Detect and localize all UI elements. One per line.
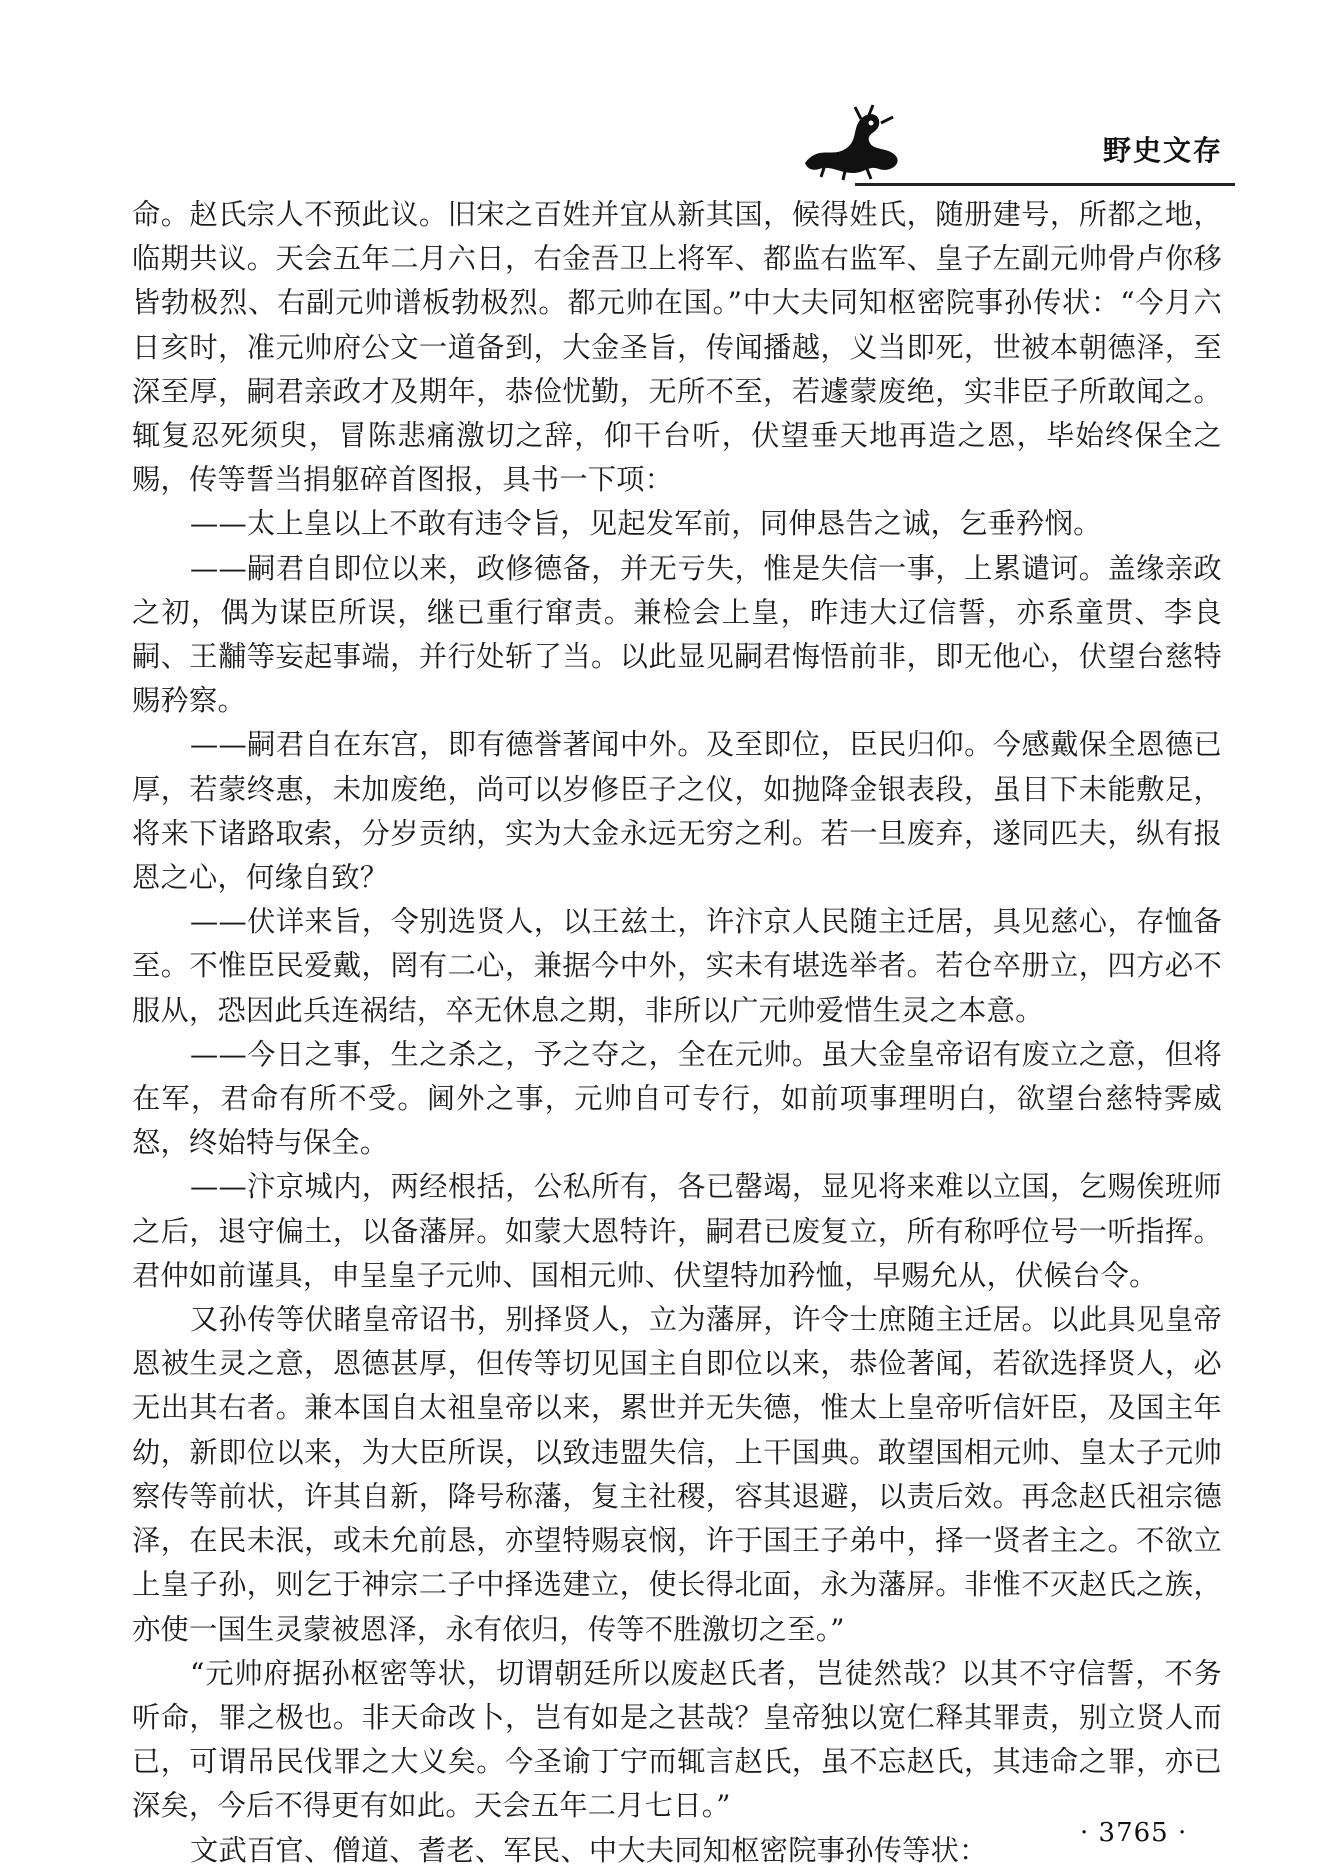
header-rule (855, 183, 1235, 186)
paragraph-1: 命。赵氏宗人不预此议。旧宋之百姓并宜从新其国，候得姓氏，随册建号，所都之地，临期共议。天会五年二月六日，右金吾卫上将军、都监右监军、皇子左副元帅骨卢你移皆勃极烈、右副元帅谱板勃极烈。都元帅在国。”中大夫同知枢密院事孙传状：“今月六日亥时，准元帅府公文一道备到，大金圣旨，传闻播越，义当即死，世被本朝德泽，至深至厚，嗣君亲政才及期年，恭俭忧勤，无所不至，若遽蒙废绝，实非臣子所敢闻之。辄复忍死须臾，冒陈悲痛激切之辞，仰干台听，伏望垂天地再造之恩，毕始终保全之赐，传等誓当捐躯碎首图报，具书一下项： (132, 198, 1222, 497)
paragraph-2: ——太上皇以上不敢有违令旨，见起发军前，同伸恳告之诚，乞垂矜悯。 (190, 507, 1102, 541)
paragraph-6: ——今日之事，生之杀之，予之夺之，全在元帅。虽大金皇帝诏有废立之意，但将在军，君命有所不受。阃外之事，元帅自可专行，如前项事理明白，欲望台慈特霁威怒，终始特与保全。 (132, 1037, 1222, 1160)
paragraph-4: ——嗣君自在东宫，即有德誉著闻中外。及至即位，臣民归仰。今感戴保全恩德已厚，若蒙终惠，未加废绝，尚可以岁修臣子之仪，如抛降金银表段，虽目下未能敷足，将来下诸路取索，分岁贡纳，实为大金永远无穷之利。若一旦废弃，遂同匹夫，纵有报恩之心，何缘自致？ (132, 728, 1222, 895)
paragraph-9: “元帅府据孙枢密等状，切谓朝廷所以废赵氏者，岂徒然哉？以其不守信誓，不务听命，罪之极也。非天命改卜，岂有如是之甚哉？皇帝独以宽仁释其罪责，别立贤人而已，可谓吊民伐罪之大义矣。今圣谕丁宁而辄言赵氏，虽不忘赵氏，其违命之罪，亦已深矣，今后不得更有如此。天会五年二月七日。” (132, 1656, 1222, 1823)
paragraph-7: ——汴京城内，两经根括，公私所有，各已罄竭，显见将来难以立国，乞赐俟班师之后，退守偏土，以备藩屏。如蒙大恩特许，嗣君已废复立，所有称呼位号一听指挥。君仲如前谨具，申呈皇子元帅、国相元帅、伏望特加矜恤，早赐允从，伏候台令。 (132, 1170, 1222, 1292)
header-title: 野史文存 (1102, 134, 1223, 167)
paragraph-3: ——嗣君自即位以来，政修德备，并无亏失，惟是失信一事，上累谴诃。盖缘亲政之初，偶为谋臣所误，继已重行窜责。兼检会上皇，昨违大辽信誓，亦系童贯、李良嗣、王黼等妄起事端，并行处斩了当。以此显见嗣君悔悟前非，即无他心，伏望台慈特赐矜察。 (132, 551, 1222, 718)
paragraph-5: ——伏详来旨，令别选贤人，以王兹土，许汴京人民随主迁居，具见慈心，存恤备至。不惟臣民爱戴，罔有二心，兼据今中外，实未有堪选举者。若仓卒册立，四方必不服从，恐因此兵连祸结，卒无休息之期，非所以广元帅爱惜生灵之本意。 (132, 905, 1222, 1027)
paragraph-8: 又孙传等伏睹皇帝诏书，别择贤人，立为藩屏，许令士庶随主迁居。以此具见皇帝恩被生灵之意，恩德甚厚，但传等切见国主自即位以来，恭俭著闻，若欲选择贤人，必无出其右者。兼本国自太祖皇帝以来，累世并无失德，惟太上皇帝听信奸臣，及国主年幼，新即位以来，为大臣所误，以致违盟失信，上干国典。敢望国相元帅、皇太子元帅察传等前状，许其自新，降号称藩，复主社稷，容其退避，以责后效。再念赵氏祖宗德泽，在民未泯，或未允前恳，亦望特赐哀悯，许于国王子弟中，择一贤者主之。不欲立上皇子孙，则乞于神宗二子中择选建立，使长得北面，永为藩屏。非惟不灭赵氏之族，亦使一国生灵蒙被恩泽，永有依归，传等不胜激切之至。” (132, 1303, 1222, 1646)
page-header (795, 95, 1235, 185)
body-text (132, 193, 1222, 1873)
dragon-logo-icon (795, 103, 913, 181)
paragraph-10: 文武百官、僧道、耆老、军民、中大夫同知枢密院事孙传等状： (190, 1833, 988, 1867)
page-number: · 3765 · (1080, 1818, 1188, 1848)
